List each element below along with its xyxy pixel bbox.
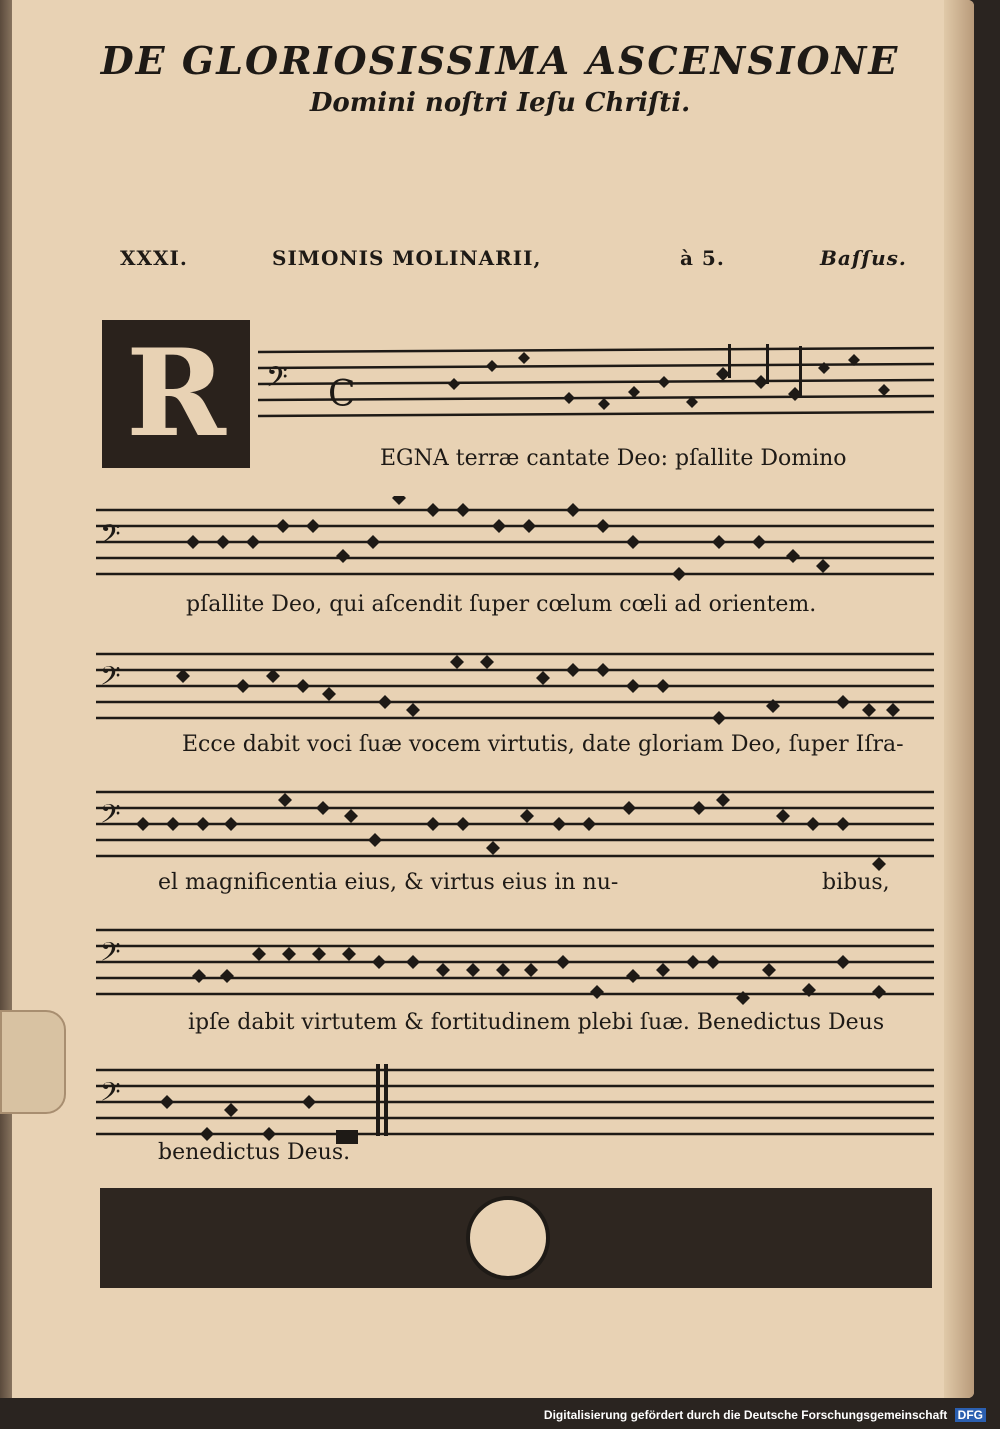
lyric-line-4: el magnificentia eius, & virtus eius in nu-	[158, 870, 619, 895]
lyric-line-5: ipſe dabit virtutem & fortitudinem plebi ſuæ. Benedictus Deus	[188, 1010, 885, 1035]
dfg-logo: DFG	[955, 1408, 986, 1422]
page-subtitle: Domini noſtri Ieſu Chriſti.	[309, 88, 691, 118]
lyric-line-4-end: bibus,	[822, 870, 890, 895]
svg-text:𝄢: 𝄢	[100, 1076, 121, 1114]
ornament-face-medallion	[466, 1196, 550, 1280]
lyric-line-1: EGNA terræ cantate Deo: pſallite Domino	[380, 446, 847, 471]
initial-letter: R	[126, 323, 226, 464]
music-staff-1	[258, 344, 938, 424]
voice-part: Baſſus.	[820, 246, 907, 270]
svg-text:𝄢: 𝄢	[100, 660, 121, 698]
svg-text:𝄢: 𝄢	[100, 798, 121, 836]
music-staff-2	[96, 496, 938, 586]
music-staff-3	[96, 640, 938, 730]
digitization-credit	[544, 1408, 986, 1422]
svg-text:𝄢: 𝄢	[100, 518, 121, 556]
voice-count: à 5.	[680, 246, 725, 270]
composer-name: SIMONIS MOLINARII,	[272, 246, 542, 270]
decorated-initial	[102, 320, 250, 468]
credit-text: Digitalisierung gefördert durch die Deutsche Forschungsgemeinschaft	[543, 1408, 948, 1422]
music-staff-5	[96, 920, 938, 1010]
page-edge	[944, 0, 974, 1398]
lyric-line-6: benedictus Deus.	[158, 1140, 351, 1165]
lyric-line-2: pſallite Deo, qui aſcendit ſuper cœlum cœli ad orientem.	[186, 592, 817, 617]
svg-text:𝄢: 𝄢	[100, 936, 121, 974]
svg-text:C: C	[328, 374, 356, 415]
svg-text:𝄢: 𝄢	[266, 361, 288, 401]
page-title: DE GLORIOSISSIMA ASCENSIONE	[100, 38, 900, 83]
lyric-line-3: Ecce dabit voci ſuæ vocem virtutis, date gloriam Deo, ſuper Iſra-	[182, 732, 904, 757]
piece-number: XXXI.	[120, 246, 188, 270]
music-staff-4	[96, 782, 938, 872]
page-tab-marker	[0, 1010, 66, 1114]
